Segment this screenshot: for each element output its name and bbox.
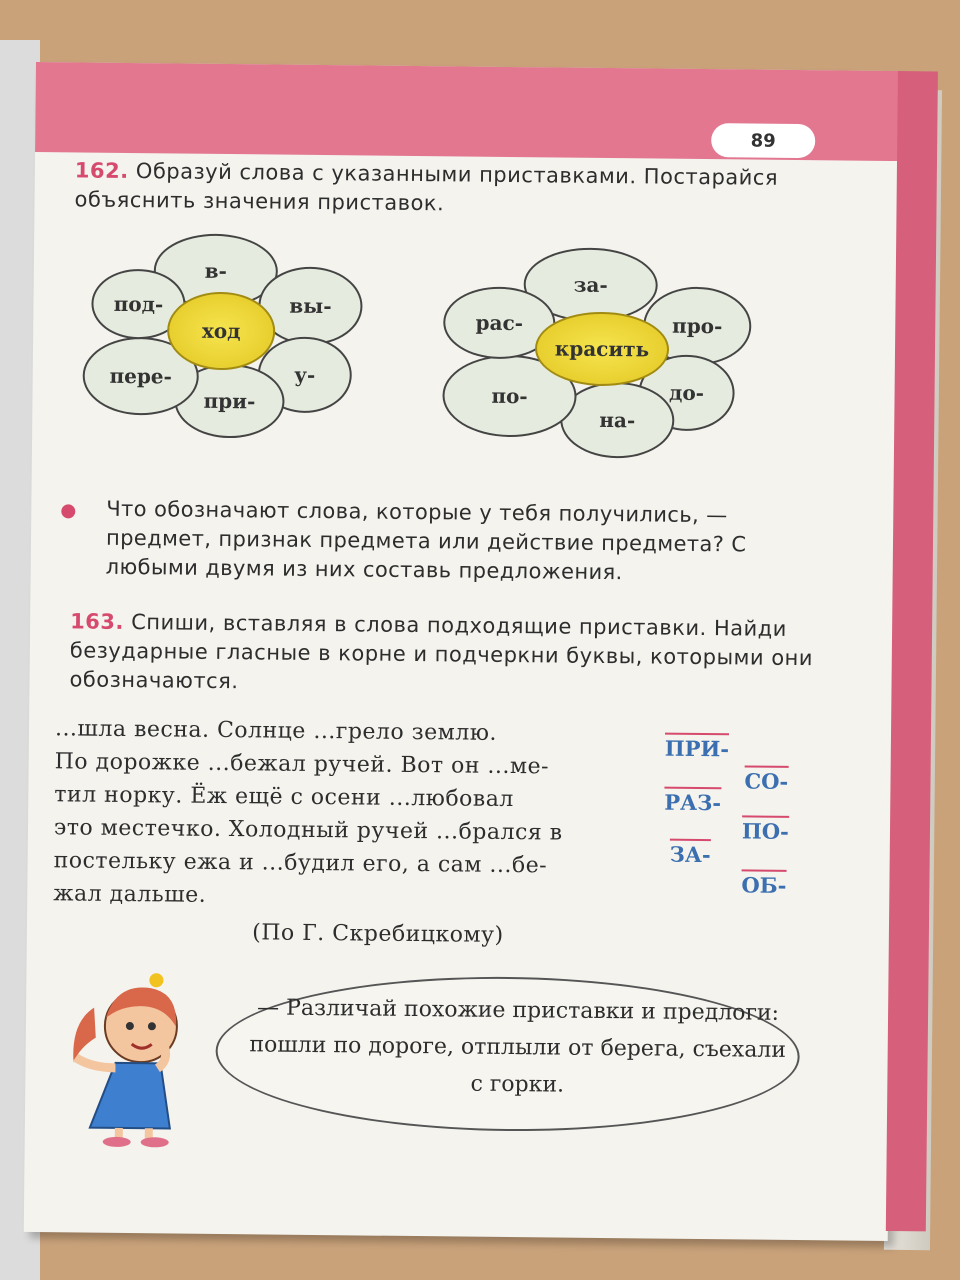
textbook-page bbox=[24, 62, 900, 1241]
exercise-line: это местечко. Холодный ручей ...брался в bbox=[53, 815, 563, 846]
petal: рас- bbox=[443, 286, 556, 359]
exercise-line: жал дальше. bbox=[53, 881, 207, 908]
speech-bubble-text: — Различай похожие приставки и предлоги: пошли по дороге, отплыли от берега, съехали с горки. bbox=[249, 995, 787, 1098]
prefix-label: ПРИ- bbox=[665, 733, 729, 762]
flower-center: ход bbox=[167, 291, 276, 370]
flower-krasit bbox=[442, 246, 744, 464]
petal: вы- bbox=[258, 266, 363, 345]
petal: в- bbox=[153, 233, 278, 308]
task-163-text: Спиши, вставляя в слова подходящие приставки. Найди безударные гласные в корне и подчеркни буквы, которыми они обозначаются. bbox=[69, 610, 814, 694]
prefix-label: СО- bbox=[744, 765, 788, 793]
flower-center: красить bbox=[535, 311, 670, 386]
flower-hod bbox=[82, 233, 354, 446]
girl-illustration bbox=[65, 967, 217, 1149]
petal: на- bbox=[560, 382, 675, 459]
prefix-label: ЗА- bbox=[670, 839, 711, 867]
petal: у- bbox=[257, 336, 352, 413]
task-162 bbox=[74, 156, 825, 222]
prefix-label: ПО- bbox=[742, 815, 789, 843]
petal: по- bbox=[442, 354, 577, 437]
exercise-line: постельку ежа и ...будил его, а сам ...бе- bbox=[53, 848, 548, 879]
prefix-label: ОБ- bbox=[741, 869, 786, 897]
source-attribution: (По Г. Скребицкому) bbox=[252, 920, 504, 948]
exercise-line: По дорожке ...бежал ручей. Вот он ...ме- bbox=[54, 749, 550, 780]
exercise-line: тил норку. Ёж ещё с осени ...любовал bbox=[54, 782, 514, 813]
exercise-line: ...шла весна. Солнце ...грело землю. bbox=[54, 716, 498, 746]
page-number: 89 bbox=[711, 123, 815, 158]
petal: про- bbox=[643, 286, 752, 365]
petal: до- bbox=[638, 354, 735, 431]
task-163 bbox=[69, 607, 820, 702]
petal: пере- bbox=[82, 337, 199, 416]
task-163-number: 163. bbox=[70, 609, 125, 634]
bullet-icon bbox=[61, 504, 75, 518]
task-162-number: 162. bbox=[74, 158, 129, 183]
exercise-text bbox=[53, 712, 645, 953]
petal: за- bbox=[523, 247, 658, 322]
prefix-label: РАЗ- bbox=[664, 787, 721, 816]
question-text: Что обозначают слова, которые у тебя получились, — предмет, признак предмета или действие предмета? С любыми двумя из них составь предложения. bbox=[105, 496, 747, 585]
petal: при- bbox=[174, 363, 285, 438]
petal: под- bbox=[91, 269, 186, 340]
task-162-text: Образуй слова с указанными приставками. Постарайся объяснить значения приставок. bbox=[74, 159, 779, 216]
